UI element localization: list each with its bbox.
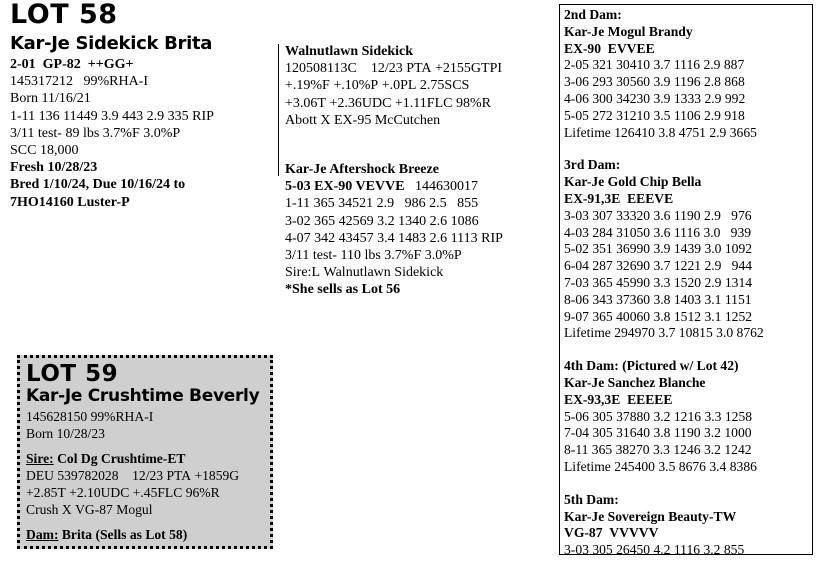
dam-line: 3/11 test- 110 lbs 3.7%F 3.0%P — [285, 248, 462, 264]
lot-59-sire-name: Col Dg Crushtime-ET — [53, 451, 186, 466]
lot-59-title: LOT 59 — [26, 361, 119, 387]
pedigree-spacer — [564, 476, 812, 492]
lot-58-cow-name: Kar-Je Sidekick Brita — [10, 33, 213, 54]
lot-58-line: 145317212 99%RHA-I — [10, 74, 149, 90]
pedigree-entry — [564, 358, 812, 476]
dam-note: *She sells as Lot 56 — [285, 282, 401, 298]
pedigree-record: Lifetime 126410 3.8 4751 2.9 3665 — [564, 124, 757, 140]
pedigree-score: EX-90 EVVEE — [564, 40, 655, 56]
pedigree-name: Kar-Je Gold Chip Bella — [564, 174, 702, 190]
pedigree-record: 5-02 351 36990 3.9 1439 3.0 1092 — [564, 241, 753, 257]
lot-58-title: LOT 58 — [10, 0, 118, 30]
dam-section — [285, 161, 555, 299]
pedigree-name: Kar-Je Sanchez Blanche — [564, 374, 706, 390]
pedigree-record: 9-07 365 40060 3.8 1512 3.1 1252 — [564, 308, 753, 324]
pedigree-score: EX-93,3E EEEEE — [564, 391, 673, 407]
pedigree-name: Kar-Je Mogul Brandy — [564, 23, 693, 39]
sire-section — [285, 43, 555, 129]
dam-reg: 144630017 — [415, 179, 479, 195]
sire-divider — [278, 44, 279, 176]
sire-line: +.19%F +.10%P +.0PL 2.75SCS — [285, 78, 470, 94]
pedigree-spacer — [564, 141, 812, 157]
pedigree-record: 7-03 365 45990 3.3 1520 2.9 1314 — [564, 274, 753, 290]
lot-59-dam-text: Brita (Sells as Lot 58) — [58, 527, 188, 542]
lot-58-line: 7HO14160 Luster-P — [10, 194, 130, 210]
lot-58-line: Bred 1/10/24, Due 10/16/24 to — [10, 177, 186, 193]
pedigree-record: 2-05 321 30410 3.7 1116 2.9 887 — [564, 57, 745, 73]
dam-score: 5-03 EX-90 VEVVE — [285, 179, 405, 195]
pedigree-record: 5-05 272 31210 3.5 1106 2.9 918 — [564, 107, 745, 123]
lot-58-section — [10, 0, 278, 211]
pedigree-score: EX-91,3E EEEVE — [564, 190, 674, 206]
pedigree-heading: 3rd Dam: — [564, 157, 621, 173]
lot-59-sire-detail: DEU 539782028 12/23 PTA +1859G — [26, 468, 240, 483]
pedigree-record: 3-06 293 30560 3.9 1196 2.8 868 — [564, 74, 745, 90]
pedigree-record: 7-04 305 31640 3.8 1190 3.2 1000 — [564, 425, 752, 441]
pedigree-record: 8-06 343 37360 3.8 1403 3.1 1151 — [564, 291, 752, 307]
pedigree-record: Lifetime 245400 3.5 8676 3.4 8386 — [564, 458, 757, 474]
pedigree-record: 3-03 307 33320 3.6 1190 2.9 976 — [564, 207, 752, 223]
lot-58-line: SCC 18,000 — [10, 143, 79, 159]
lot-58-details — [10, 56, 278, 211]
pedigree-record: 8-11 365 38270 3.3 1246 3.2 1242 — [564, 442, 752, 458]
lot-59-reg: 145628150 99%RHA-I — [26, 409, 154, 424]
dam-line: 3-02 365 42569 3.2 1340 2.6 1086 — [285, 213, 479, 229]
lot-59-sire-detail: +2.85T +2.10UDC +.45FLC 96%R — [26, 485, 220, 500]
pedigree-heading: 2nd Dam: — [564, 7, 622, 22]
pedigree-record: 6-04 287 32690 3.7 1221 2.9 944 — [564, 258, 753, 274]
pedigree-entry — [564, 7, 812, 141]
pedigree-entry — [564, 157, 812, 342]
lot-59-sire-line — [26, 450, 270, 467]
lot-59-section — [17, 355, 273, 549]
lot-58-line: 2-01 GP-82 ++GG+ — [10, 57, 134, 72]
pedigree-record: Lifetime 294970 3.7 10815 3.0 8762 — [564, 325, 764, 341]
pedigree-score: VG-87 VVVVV — [564, 525, 659, 541]
lot-59-dam-line — [26, 526, 270, 543]
lot-59-sire-details — [26, 467, 270, 518]
lot-59-sire-detail: Crush X VG-87 Mogul — [26, 502, 153, 517]
pedigree-spacer — [564, 342, 812, 358]
lot-58-line: 3/11 test- 89 lbs 3.7%F 3.0%P — [10, 125, 181, 141]
pedigree-box — [559, 4, 813, 558]
dam-name: Kar-Je Aftershock Breeze — [285, 162, 439, 177]
sire-line: 120508113C 12/23 PTA +2155GTPI — [285, 61, 503, 77]
lot-58-line: Fresh 10/28/23 — [10, 160, 98, 176]
lot-58-line: 1-11 136 11449 3.9 443 2.9 335 RIP — [10, 108, 214, 124]
dam-line: 1-11 365 34521 2.9 986 2.5 855 — [285, 196, 479, 212]
pedigree-entry — [564, 492, 812, 559]
pedigree-record: 4-03 284 31050 3.6 1116 3.0 939 — [564, 224, 752, 240]
pedigree-heading: 4th Dam: (Pictured w/ Lot 42) — [564, 358, 739, 374]
lot-59-cow-name: Kar-Je Crushtime Beverly — [26, 386, 260, 406]
lot-59-born: Born 10/28/23 — [26, 426, 105, 441]
pedigree-record: 4-06 300 34230 3.9 1333 2.9 992 — [564, 90, 746, 106]
dam-line: 4-07 342 43457 3.4 1483 2.6 1113 RIP — [285, 230, 503, 246]
lot-59-dam-label: Dam: — [26, 527, 59, 542]
dam-details — [285, 195, 555, 281]
dam-score-line — [285, 178, 555, 195]
dam-line: Sire:L Walnutlawn Sidekick — [285, 265, 444, 281]
pedigree-name: Kar-Je Sovereign Beauty-TW — [564, 508, 737, 524]
sire-line: +3.06T +2.36UDC +1.11FLC 98%R — [285, 95, 491, 111]
pedigree-record: 5-06 305 37880 3.2 1216 3.3 1258 — [564, 408, 753, 424]
sire-name: Walnutlawn Sidekick — [285, 44, 413, 59]
pedigree-heading: 5th Dam: — [564, 491, 619, 507]
sire-details — [285, 60, 555, 129]
lot-59-sire-label: Sire: — [26, 451, 54, 466]
sire-line: Abott X EX-95 McCutchen — [285, 112, 441, 128]
pedigree-record: 3-03 305 26450 4.2 1116 3.2 855 — [564, 542, 745, 558]
lot-58-line: Born 11/16/21 — [10, 91, 91, 107]
